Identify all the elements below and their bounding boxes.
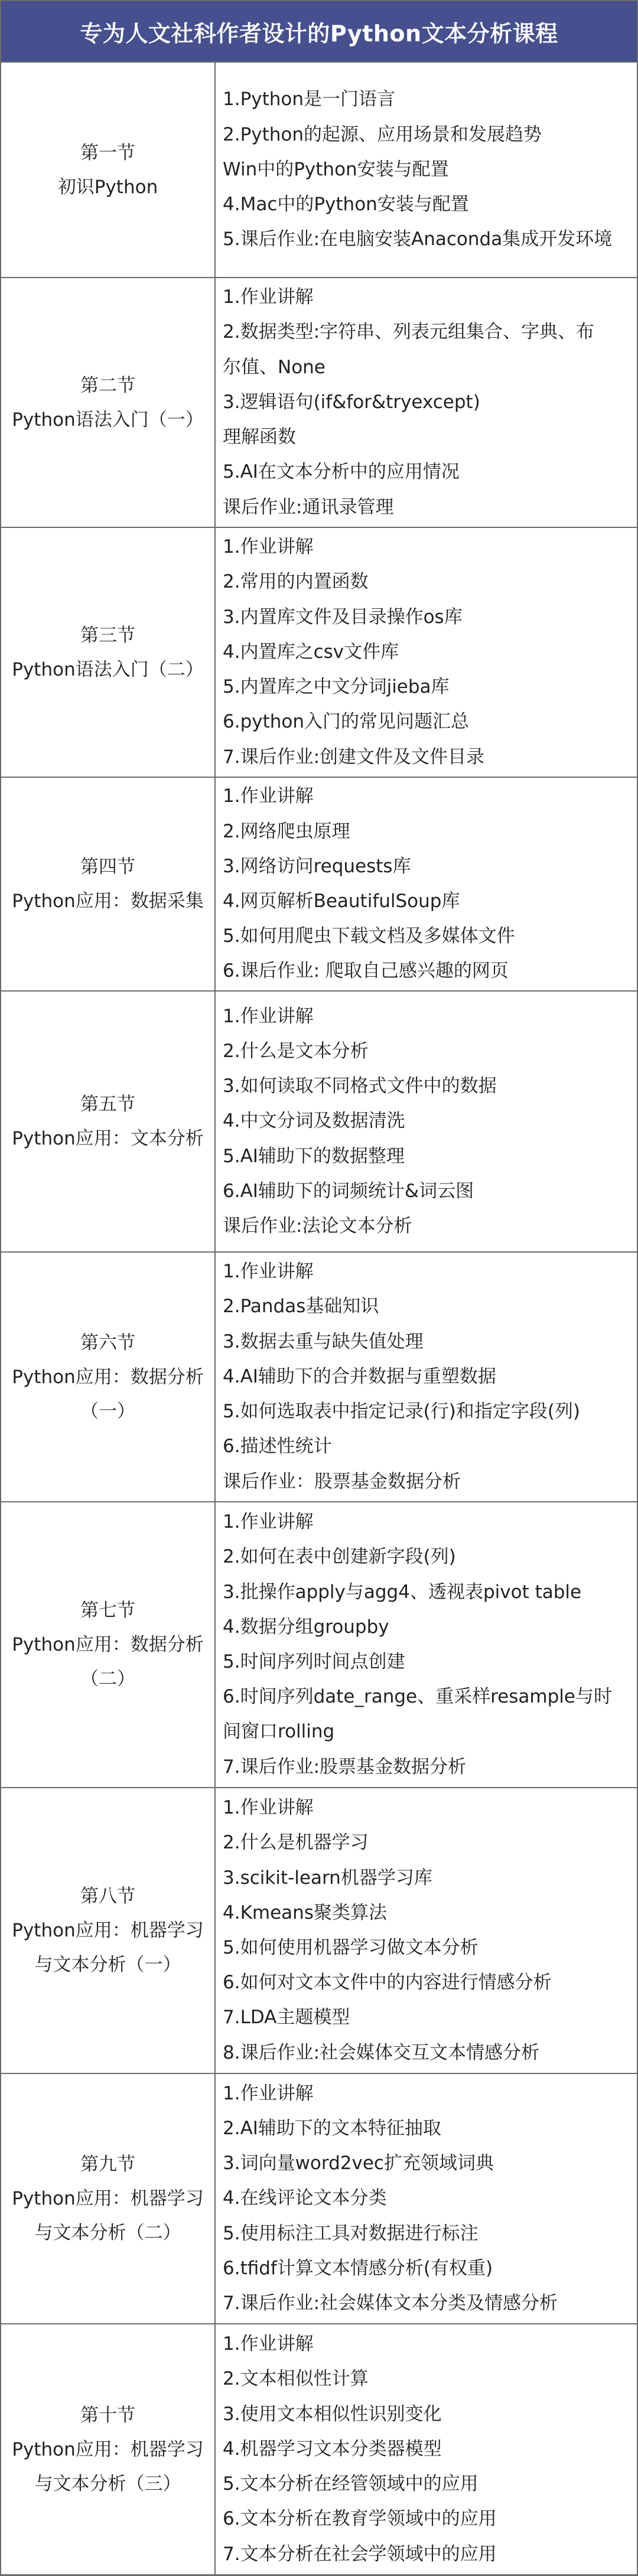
lesson-item: Win中的Python安装与配置: [223, 158, 449, 180]
lesson-item: 1.Python是一门语言: [223, 89, 396, 110]
lesson-item: 1.作业讲解: [223, 1511, 314, 1533]
section-title-cell: [1, 63, 215, 278]
lesson-item: 3.词向量word2vec扩充领域词典: [223, 2153, 494, 2174]
lesson-item: 6.如何对文本文件中的内容进行情感分析: [223, 1972, 552, 1994]
lesson-item: 6.描述性统计: [223, 1436, 332, 1457]
section-subtitle: 与文本分析（二）: [34, 2222, 181, 2244]
lesson-item: 6.tfidf计算文本情感分析(有权重): [223, 2257, 493, 2279]
lesson-item: 5.内置库之中文分词jieba库: [223, 676, 450, 698]
section-subtitle: 初识Python: [57, 176, 158, 198]
lesson-item: 课后作业:法论文本分析: [223, 1215, 412, 1237]
lesson-item: 2.常用的内置函数: [223, 571, 369, 593]
lesson-item: 3.数据去重与缺失值处理: [223, 1331, 424, 1352]
lesson-item: 8.课后作业:社会媒体交互文本情感分析: [223, 2042, 540, 2063]
section-row: [1, 527, 637, 777]
section-items-cell: [215, 1502, 637, 1788]
lesson-item: 1.作业讲解: [223, 536, 314, 558]
lesson-item: 7.文本分析在社会学领域中的应用: [223, 2543, 497, 2565]
lesson-item: 2.文本相似性计算: [223, 2368, 369, 2390]
section-subtitle: 与文本分析（一）: [34, 1954, 181, 1975]
section-items-cell: [215, 2073, 637, 2324]
section-items-cell: [215, 1252, 637, 1502]
lesson-item: 6.文本分析在教育学领域中的应用: [223, 2508, 497, 2530]
section-subtitle: Python应用：数据采集: [12, 891, 204, 912]
section-name: 第五节: [80, 1094, 135, 1115]
section-items-cell: [215, 777, 637, 991]
section-name: 第一节: [80, 142, 135, 164]
section-row: [1, 278, 637, 527]
section-items-cell: [215, 527, 637, 777]
lesson-item: 4.数据分组groupby: [223, 1616, 389, 1638]
section-row: [1, 1252, 637, 1502]
lesson-item: 5.如何选取表中指定记录(行)和指定字段(列): [223, 1401, 580, 1423]
lesson-item: 3.网络访问requests库: [223, 855, 411, 877]
lesson-item: 5.时间序列时间点创建: [223, 1651, 405, 1672]
lesson-item: 4.中文分词及数据清洗: [223, 1110, 405, 1132]
section-name: 第十节: [80, 2404, 135, 2426]
lesson-item: 6.时间序列date_range、重采样resample与时: [223, 1686, 612, 1708]
lesson-item: 1.作业讲解: [223, 785, 314, 807]
section-row: [1, 1788, 637, 2073]
lesson-item: 课后作业:通讯录管理: [223, 496, 394, 518]
section-name: 第九节: [80, 2154, 135, 2175]
section-items-cell: [215, 63, 637, 278]
lesson-item: 1.作业讲解: [223, 1005, 314, 1027]
section-subtitle: 与文本分析（三）: [34, 2473, 181, 2495]
section-title-cell: [1, 777, 215, 991]
lesson-item: 2.AI辅助下的文本特征抽取: [223, 2117, 441, 2139]
section-row: [1, 991, 637, 1252]
section-subtitle: Python应用：数据分析: [12, 1634, 204, 1655]
section-name: 第三节: [80, 624, 135, 646]
lesson-item: 2.什么是文本分析: [223, 1040, 369, 1062]
page-title: 专为人文社科作者设计的Python文本分析课程: [1, 1, 637, 63]
section-title-cell: [1, 2324, 215, 2575]
section-name: 第六节: [80, 1332, 135, 1354]
lesson-item: 5.使用标注工具对数据进行标注: [223, 2222, 479, 2244]
lesson-item: 1.作业讲解: [223, 2333, 314, 2355]
section-title-cell: [1, 1252, 215, 1502]
lesson-item: 3.内置库文件及目录操作os库: [223, 606, 463, 628]
section-name: 第七节: [80, 1600, 135, 1621]
section-row: [1, 2324, 637, 2575]
section-row: [1, 1502, 637, 1788]
lesson-item: 2.数据类型:字符串、列表元组集合、字典、布: [223, 321, 595, 343]
lesson-item: 3.逻辑语句(if&for&tryexcept): [223, 391, 480, 413]
section-name: 第八节: [80, 1886, 135, 1907]
section-title-cell: [1, 527, 215, 777]
lesson-item: 5.AI辅助下的数据整理: [223, 1145, 405, 1167]
lesson-item: 3.批操作apply与agg4、透视表pivot table: [223, 1581, 582, 1603]
lesson-item: 2.什么是机器学习: [223, 1832, 369, 1854]
lesson-item: 5.如何用爬虫下载文档及多媒体文件: [223, 925, 515, 947]
section-items-cell: [215, 991, 637, 1252]
section-title-cell: [1, 1788, 215, 2073]
lesson-item: 6.python入门的常见问题汇总: [223, 711, 470, 733]
lesson-item: 6.AI辅助下的词频统计&词云图: [223, 1180, 474, 1202]
section-subtitle: （一）: [80, 1400, 135, 1422]
lesson-item: 4.Kmeans聚类算法: [223, 1902, 387, 1923]
section-subtitle: Python应用：机器学习: [12, 2438, 204, 2460]
section-row: [1, 63, 637, 278]
section-title-cell: [1, 1502, 215, 1788]
lesson-item: 理解函数: [223, 426, 296, 448]
lesson-item: 尔值、None: [223, 356, 325, 378]
lesson-item: 4.内置库之csv文件库: [223, 641, 399, 663]
lesson-item: 3.使用文本相似性识别变化: [223, 2403, 442, 2425]
lesson-item: 5.课后作业:在电脑安装Anaconda集成开发环境: [223, 229, 613, 250]
lesson-item: 4.机器学习文本分类器模型: [223, 2438, 442, 2460]
section-items-cell: [215, 1788, 637, 2073]
lesson-item: 课后作业：股票基金数据分析: [223, 1470, 461, 1492]
section-items-cell: [215, 278, 637, 527]
lesson-item: 3.如何读取不同格式文件中的数据: [223, 1075, 497, 1097]
outline-table: [1, 63, 637, 2575]
section-title-cell: [1, 278, 215, 527]
section-subtitle: Python应用：数据分析: [12, 1366, 204, 1388]
section-subtitle: Python应用：文本分析: [12, 1128, 204, 1149]
lesson-item: 7.课后作业:股票基金数据分析: [223, 1756, 467, 1778]
section-subtitle: Python应用：机器学习: [12, 2188, 204, 2209]
section-name: 第二节: [80, 374, 135, 396]
lesson-item: 2.Python的起源、应用场景和发展趋势: [223, 123, 542, 145]
lesson-item: 1.作业讲解: [223, 286, 314, 308]
section-title-cell: [1, 2073, 215, 2324]
lesson-item: 7.课后作业:创建文件及文件目录: [223, 746, 485, 768]
lesson-item: 3.scikit-learn机器学习库: [223, 1867, 432, 1889]
lesson-item: 5.如何使用机器学习做文本分析: [223, 1937, 479, 1958]
lesson-item: 4.Mac中的Python安装与配置: [223, 194, 469, 216]
lesson-item: 2.网络爬虫原理: [223, 820, 350, 842]
section-items-cell: [215, 2324, 637, 2575]
lesson-item: 1.作业讲解: [223, 1261, 314, 1283]
section-title-cell: [1, 991, 215, 1252]
lesson-item: 间窗口rolling: [223, 1721, 335, 1743]
lesson-item: 4.在线评论文本分类: [223, 2187, 387, 2209]
section-subtitle: Python语法入门（一）: [12, 409, 204, 431]
section-subtitle: Python应用：机器学习: [12, 1920, 204, 1941]
lesson-item: 2.Pandas基础知识: [223, 1296, 379, 1318]
lesson-item: 2.如何在表中创建新字段(列): [223, 1546, 456, 1568]
section-row: [1, 777, 637, 991]
lesson-item: 6.课后作业: 爬取自己感兴趣的网页: [223, 960, 509, 982]
lesson-item: 7.LDA主题模型: [223, 2007, 350, 2029]
lesson-item: 1.作业讲解: [223, 2082, 314, 2104]
section-row: [1, 2073, 637, 2324]
lesson-item: 7.课后作业:社会媒体文本分类及情感分析: [223, 2293, 558, 2314]
lesson-item: 1.作业讲解: [223, 1797, 314, 1819]
lesson-item: 4.网页解析BeautifulSoup库: [223, 891, 460, 912]
lesson-item: 5.AI在文本分析中的应用情况: [223, 461, 460, 483]
section-subtitle: Python语法入门（二）: [12, 658, 204, 680]
section-name: 第四节: [80, 856, 135, 878]
section-subtitle: （二）: [80, 1668, 135, 1690]
lesson-item: 5.文本分析在经管领域中的应用: [223, 2473, 479, 2495]
lesson-item: 4.AI辅助下的合并数据与重塑数据: [223, 1365, 496, 1387]
